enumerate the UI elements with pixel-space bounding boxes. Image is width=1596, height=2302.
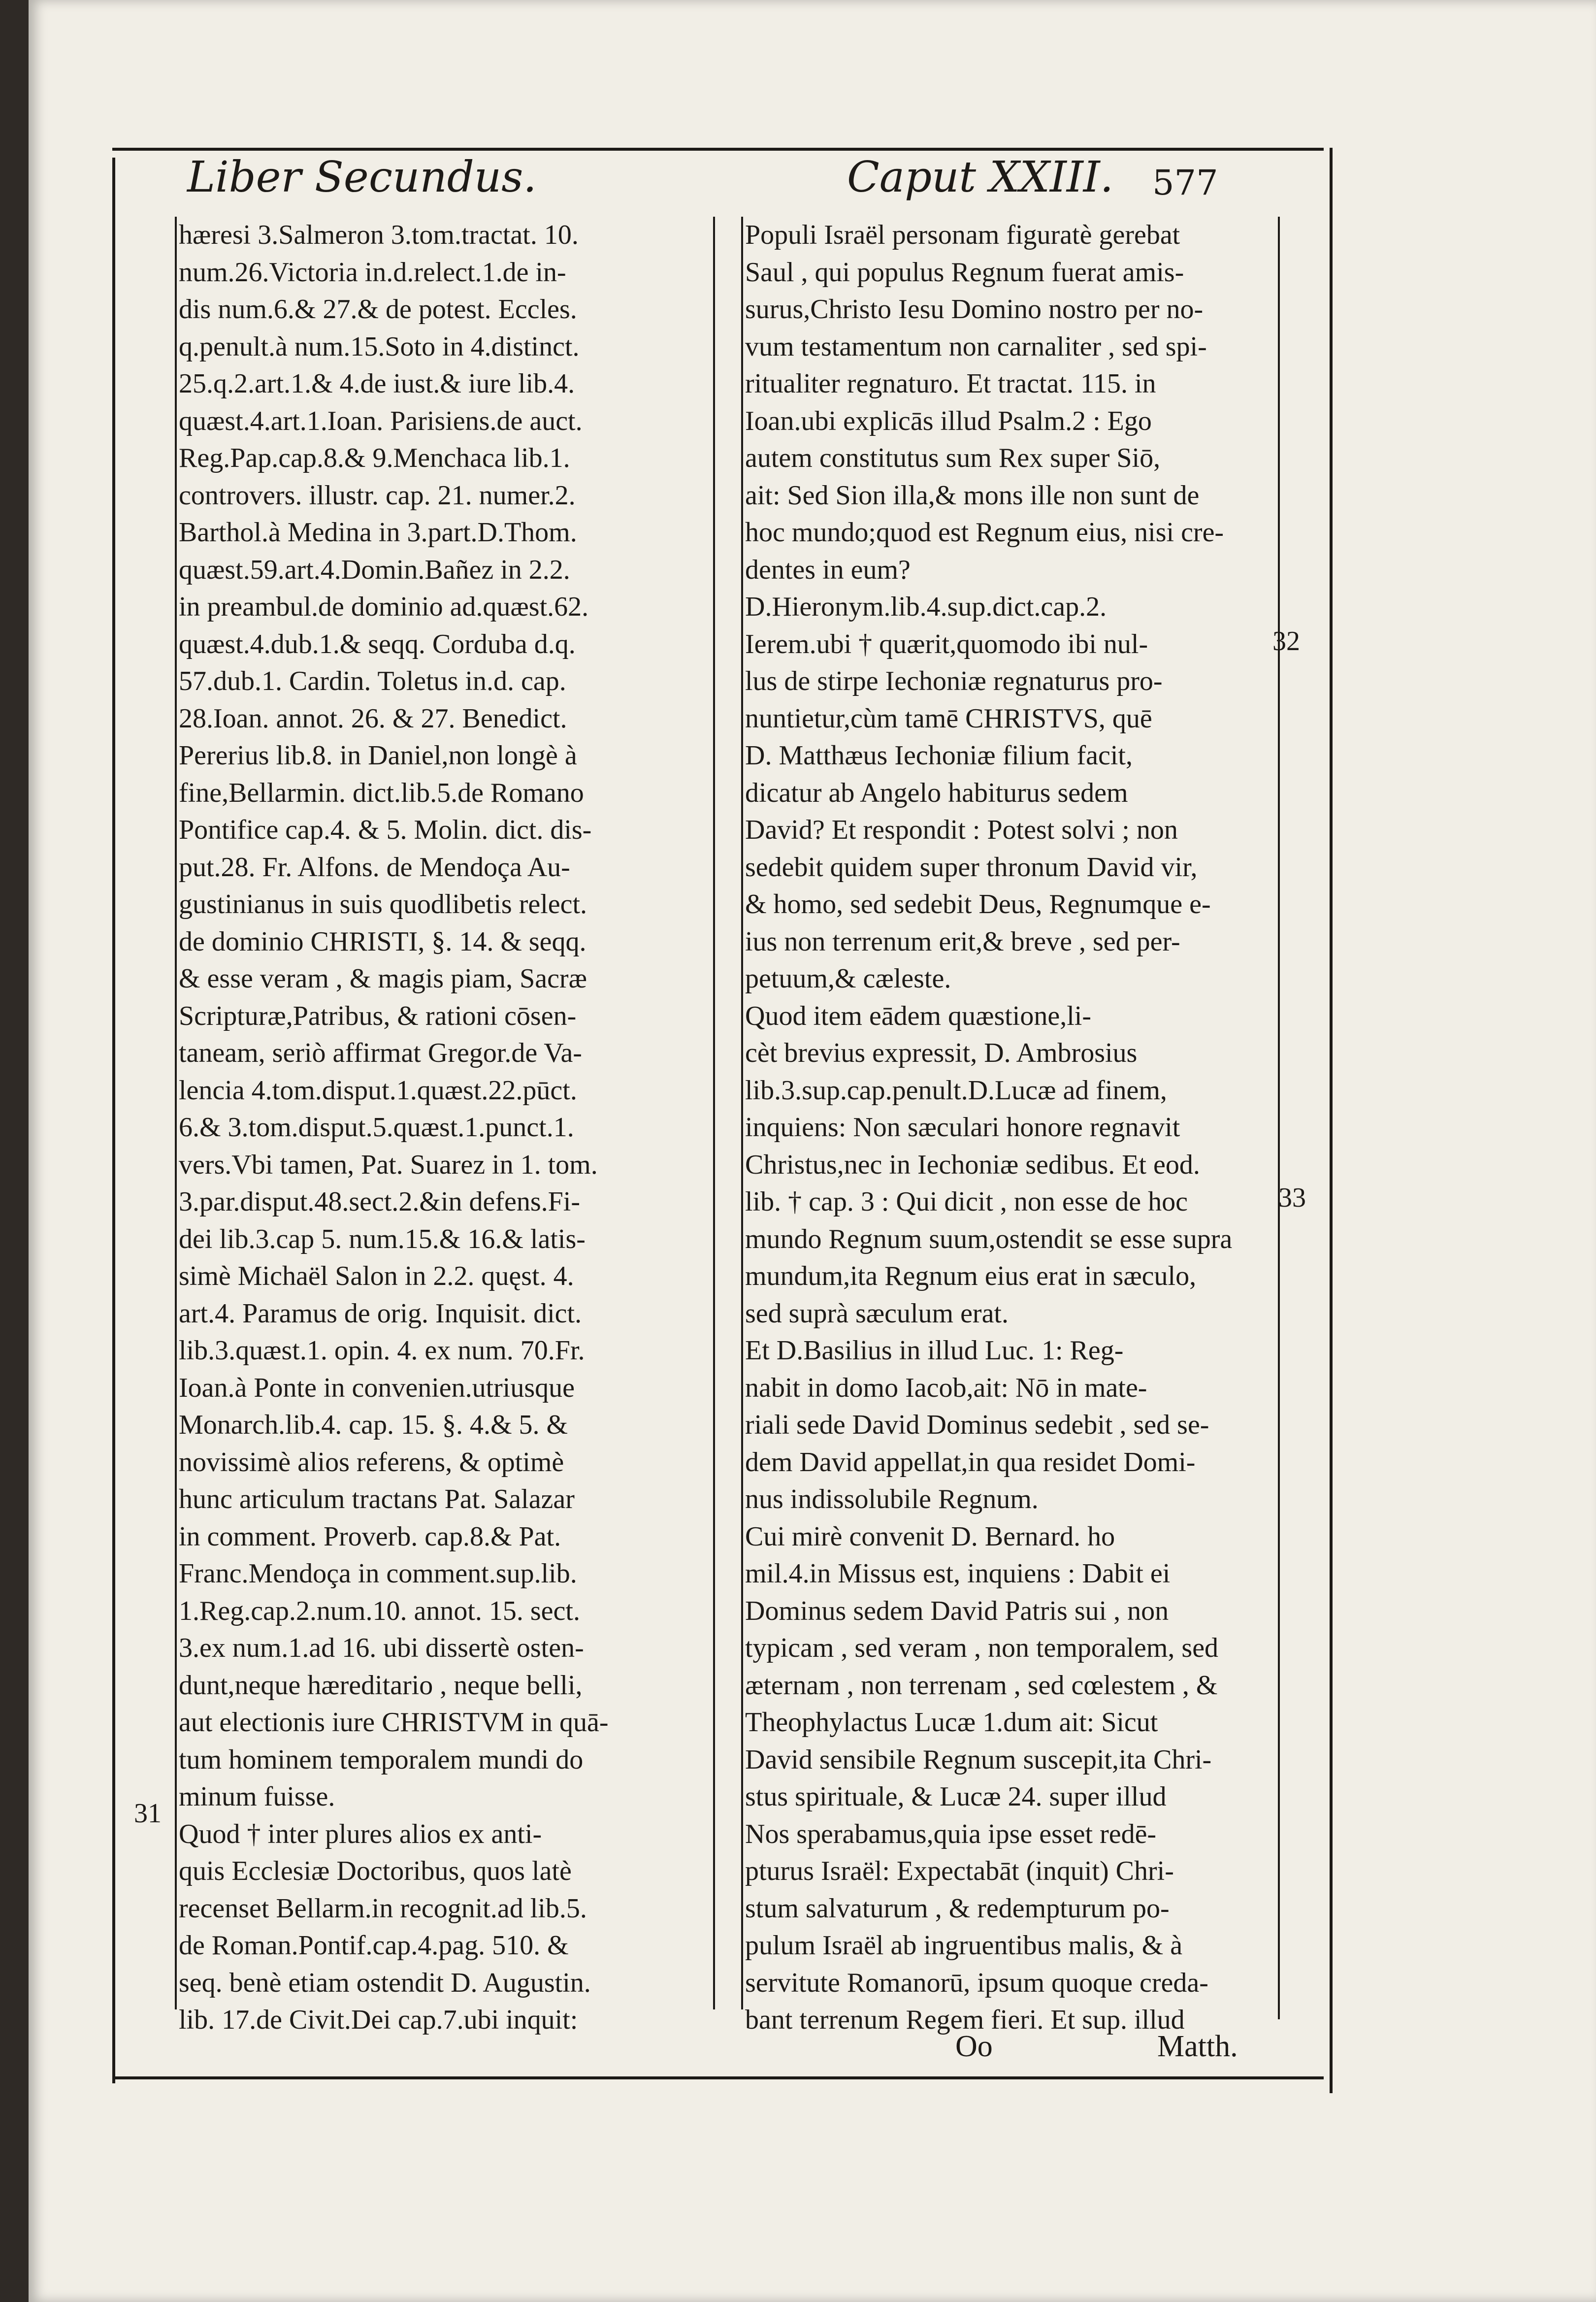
text-line: & homo, sed sedebit Deus, Regnumque e-: [745, 889, 1211, 920]
signature-mark: Oo: [955, 2030, 993, 2063]
page-number: 577: [1152, 163, 1218, 203]
text-line: Ioan.à Ponte in convenien.utriusque: [179, 1372, 575, 1403]
text-line: Pererius lib.8. in Daniel,non longè à: [179, 740, 577, 771]
text-line: q.penult.à num.15.Soto in 4.distinct.: [179, 331, 580, 362]
text-line: in preambul.de dominio ad.quæst.62.: [179, 592, 589, 622]
text-line: David? Et respondit : Potest solvi ; non: [745, 815, 1178, 845]
text-line: in comment. Proverb. cap.8.& Pat.: [179, 1521, 561, 1552]
running-head-chapter: Caput XXIII.: [847, 153, 1114, 202]
running-head-book: Liber Secundus.: [187, 153, 537, 202]
text-line: art.4. Paramus de orig. Inquisit. dict.: [179, 1298, 582, 1329]
text-line: dem David appellat,in qua residet Domi-: [745, 1447, 1196, 1478]
text-line: dis num.6.& 27.& de potest. Eccles.: [179, 294, 577, 325]
text-line: stum salvaturum , & redempturum po-: [745, 1893, 1170, 1924]
text-line: recenset Bellarm.in recognit.ad lib.5.: [179, 1893, 587, 1924]
text-line: lencia 4.tom.disput.1.quæst.22.pūct.: [179, 1075, 577, 1106]
margin-number-32: 32: [1272, 626, 1300, 657]
text-line: æternam , non terrenam , sed cœlestem , &: [745, 1670, 1218, 1701]
text-line: put.28. Fr. Alfons. de Mendoça Au-: [179, 852, 570, 883]
margin-number-33: 33: [1278, 1183, 1306, 1213]
text-line: Populi Israël personam figuratè gerebat: [745, 220, 1180, 250]
text-line: controvers. illustr. cap. 21. numer.2.: [179, 480, 576, 511]
text-line: Ioan.ubi explicās illud Psalm.2 : Ego: [745, 405, 1152, 436]
text-line: nabit in domo Iacob,ait: Nō in mate-: [745, 1372, 1147, 1403]
text-line: Et D.Basilius in illud Luc. 1: Reg-: [745, 1335, 1124, 1366]
text-line: 6.& 3.tom.disput.5.quæst.1.punct.1.: [179, 1112, 574, 1143]
text-line: D. Matthæus Iechoniæ filium facit,: [745, 740, 1133, 771]
text-line: Quod item eādem quæstione,li-: [745, 1000, 1091, 1031]
text-line: Christus,nec in Iechoniæ sedibus. Et eod.: [745, 1149, 1200, 1180]
text-line: pulum Israël ab ingruentibus malis, & à: [745, 1930, 1183, 1961]
text-line: ritualiter regnaturo. Et tractat. 115. in: [745, 368, 1156, 399]
text-line: simè Michaël Salon in 2.2. quęst. 4.: [179, 1261, 574, 1291]
text-line: sedebit quidem super thronum David vir,: [745, 852, 1198, 883]
text-line: mil.4.in Missus est, inquiens : Dabit ei: [745, 1558, 1171, 1589]
text-line: lib.3.sup.cap.penult.D.Lucæ ad finem,: [745, 1075, 1167, 1106]
text-line: 1.Reg.cap.2.num.10. annot. 15. sect.: [179, 1595, 580, 1626]
text-line: Franc.Mendoça in comment.sup.lib.: [179, 1558, 577, 1589]
text-line: dentes in eum?: [745, 554, 911, 585]
text-line: mundo Regnum suum,ostendit se esse supra: [745, 1223, 1233, 1254]
text-line: lib.3.quæst.1. opin. 4. ex num. 70.Fr.: [179, 1335, 585, 1366]
column-divider: [713, 217, 715, 2009]
text-line: ius non terrenum erit,& breve , sed per-: [745, 926, 1180, 957]
text-line: quæst.59.art.4.Domin.Bañez in 2.2.: [179, 554, 570, 585]
text-line: quis Ecclesiæ Doctoribus, quos latè: [179, 1856, 572, 1886]
text-line: bant terrenum Regem fieri. Et sup. illud: [745, 2005, 1185, 2035]
text-line: autem constitutus sum Rex super Siō,: [745, 443, 1161, 473]
text-line: 57.dub.1. Cardin. Toletus in.d. cap.: [179, 666, 566, 696]
text-line: tum hominem temporalem mundi do: [179, 1744, 584, 1775]
text-line: Saul , qui populus Regnum fuerat amis-: [745, 257, 1184, 288]
left-text-column: [175, 217, 711, 2035]
text-line: hæresi 3.Salmeron 3.tom.tractat. 10.: [179, 220, 579, 250]
text-line: de dominio CHRISTI, §. 14. & seqq.: [179, 926, 586, 957]
text-line: surus,Christo Iesu Domino nostro per no-: [745, 294, 1204, 325]
text-line: seq. benè etiam ostendit D. Augustin.: [179, 1967, 591, 1998]
text-line: David sensibile Regnum suscepit,ita Chri-: [745, 1744, 1212, 1775]
text-line: fine,Bellarmin. dict.lib.5.de Romano: [179, 777, 584, 808]
text-line: lus de stirpe Iechoniæ regnaturus pro-: [745, 666, 1163, 696]
text-line: lib. 17.de Civit.Dei cap.7.ubi inquit:: [179, 2005, 578, 2035]
text-line: & esse veram , & magis piam, Sacræ: [179, 963, 587, 994]
text-line: Pontifice cap.4. & 5. Molin. dict. dis-: [179, 815, 592, 845]
text-line: ait: Sed Sion illa,& mons ille non sunt de: [745, 480, 1200, 511]
text-line: sed suprà sæculum erat.: [745, 1298, 1009, 1329]
text-line: nus indissolubile Regnum.: [745, 1484, 1039, 1514]
text-line: riali sede David Dominus sedebit , sed se-: [745, 1410, 1209, 1440]
text-line: pturus Israël: Expectabāt (inquit) Chri-: [745, 1856, 1174, 1886]
frame-left-rule: [112, 158, 115, 2083]
right-text-column: [741, 217, 1274, 2035]
text-line: num.26.Victoria in.d.relect.1.de in-: [179, 257, 566, 288]
text-line: vum testamentum non carnaliter , sed spi-: [745, 331, 1207, 362]
text-line: 25.q.2.art.1.& 4.de iust.& iure lib.4.: [179, 368, 575, 399]
text-line: Barthol.à Medina in 3.part.D.Thom.: [179, 517, 577, 548]
margin-number-31: 31: [134, 1798, 162, 1829]
text-line: de Roman.Pontif.cap.4.pag. 510. &: [179, 1930, 569, 1961]
text-line: Reg.Pap.cap.8.& 9.Menchaca lib.1.: [179, 443, 570, 473]
text-line: minum fuisse.: [179, 1781, 335, 1812]
text-line: Monarch.lib.4. cap. 15. §. 4.& 5. &: [179, 1410, 568, 1440]
text-line: gustinianus in suis quodlibetis relect.: [179, 889, 587, 920]
text-line: vers.Vbi tamen, Pat. Suarez in 1. tom.: [179, 1149, 598, 1180]
text-line: D.Hieronym.lib.4.sup.dict.cap.2.: [745, 592, 1107, 622]
text-line: nuntietur,cùm tamē CHRISTVS, quē: [745, 703, 1152, 734]
text-line: Ierem.ubi † quærit,quomodo ibi nul-: [745, 628, 1148, 659]
text-line: 3.par.disput.48.sect.2.&in defens.Fi-: [179, 1186, 581, 1217]
text-line: inquiens: Non sæculari honore regnavit: [745, 1112, 1180, 1143]
text-line: quæst.4.art.1.Ioan. Parisiens.de auct.: [179, 405, 583, 436]
text-line: servitute Romanorū, ipsum quoque creda-: [745, 1967, 1208, 1998]
text-line: Theophylactus Lucæ 1.dum ait: Sicut: [745, 1707, 1158, 1738]
text-line: stus spirituale, & Lucæ 24. super illud: [745, 1781, 1167, 1812]
catchword: Matth.: [1157, 2030, 1238, 2063]
text-line: lib. † cap. 3 : Qui dicit , non esse de hoc: [745, 1186, 1188, 1217]
text-line: taneam, seriò affirmat Gregor.de Va-: [179, 1038, 582, 1068]
text-line: cèt brevius expressit, D. Ambrosius: [745, 1038, 1138, 1068]
text-line: novissimè alios referens, & optimè: [179, 1447, 564, 1478]
right-column-rule: [1278, 217, 1280, 2019]
text-line: typicam , sed veram , non temporalem, sed: [745, 1633, 1219, 1663]
text-line: petuum,& cæleste.: [745, 963, 951, 994]
text-line: 3.ex num.1.ad 16. ubi dissertè osten-: [179, 1633, 584, 1663]
text-line: 28.Ioan. annot. 26. & 27. Benedict.: [179, 703, 567, 734]
text-line: Quod † inter plures alios ex anti-: [179, 1818, 542, 1849]
text-line: hoc mundo;quod est Regnum eius, nisi cre-: [745, 517, 1224, 548]
text-line: Dominus sedem David Patris sui , non: [745, 1595, 1169, 1626]
text-line: Scripturæ,Patribus, & rationi cōsen-: [179, 1000, 577, 1031]
text-line: Nos sperabamus,quia ipse esset redē-: [745, 1818, 1157, 1849]
frame-right-rule: [1330, 148, 1333, 2093]
text-line: dei lib.3.cap 5. num.15.& 16.& latis-: [179, 1223, 586, 1254]
text-line: Cui mirè convenit D. Bernard. ho: [745, 1521, 1115, 1552]
text-line: dicatur ab Angelo habiturus sedem: [745, 777, 1128, 808]
text-line: mundum,ita Regnum eius erat in sæculo,: [745, 1261, 1197, 1291]
text-line: hunc articulum tractans Pat. Salazar: [179, 1484, 575, 1514]
text-line: aut electionis iure CHRISTVM in quā-: [179, 1707, 609, 1738]
text-line: dunt,neque hæreditario , neque belli,: [179, 1670, 583, 1701]
text-line: quæst.4.dub.1.& seqq. Corduba d.q.: [179, 628, 576, 659]
